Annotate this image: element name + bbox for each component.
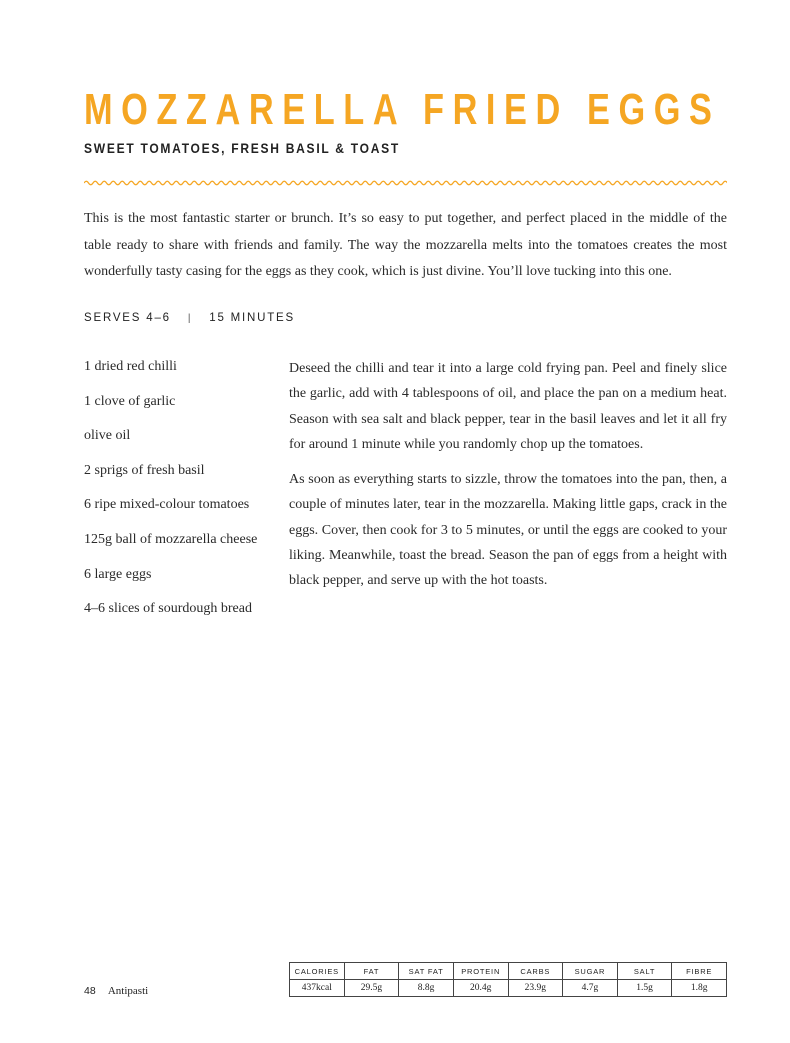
ingredient-item: olive oil: [84, 428, 131, 444]
nutrition-value: 20.4g: [453, 980, 508, 997]
nutrition-header: FAT: [344, 963, 399, 980]
recipe-subtitle: SWEET TOMATOES, FRESH BASIL & TOAST: [84, 140, 400, 156]
nutrition-header: SALT: [617, 963, 672, 980]
nutrition-header: SAT FAT: [399, 963, 454, 980]
nutrition-header: SUGAR: [563, 963, 618, 980]
nutrition-header: PROTEIN: [453, 963, 508, 980]
ingredient-item: 1 dried red chilli: [84, 359, 177, 374]
nutrition-value: 4.7g: [563, 980, 618, 997]
nutrition-value: 1.8g: [672, 980, 727, 997]
nutrition-value: 23.9g: [508, 980, 563, 997]
recipe-intro: This is the most fantastic starter or brunch. It’s so easy to put together, and perfect placed in the middle of the table ready to share with friends and family. The way the mozzarella melts into the tomatoes creates the most wonderfully tasty casing for the eggs as they cook, which is just divine. You’ll love tucking into this one.: [84, 211, 727, 279]
ingredient-item: 6 large eggs: [84, 566, 152, 582]
ingredient-item: 4–6 slices of sourdough bread: [84, 601, 252, 617]
section-name: Antipasti: [107, 985, 149, 997]
nutrition-value: 1.5g: [617, 980, 672, 997]
nutrition-value: 8.8g: [399, 980, 454, 997]
nutrition-value: 29.5g: [344, 980, 399, 997]
recipe-meta: [84, 312, 295, 324]
ingredient-item: 1 clove of garlic: [84, 393, 176, 409]
nutrition-header: CALORIES: [290, 963, 345, 980]
nutrition-value: 437kcal: [290, 980, 345, 997]
ingredient-item: 2 sprigs of fresh basil: [84, 462, 205, 478]
page-footer: [84, 985, 148, 997]
nutrition-header: FIBRE: [672, 963, 727, 980]
nutrition-value-row: [290, 980, 727, 997]
method-steps: [289, 356, 727, 604]
wavy-divider: [84, 178, 727, 188]
time-label: 15 MINUTES: [209, 312, 295, 324]
serves-label: SERVES 4–6: [84, 312, 171, 324]
ingredients-list: [84, 357, 274, 634]
method-paragraph: Deseed the chilli and tear it into a large cold frying pan. Peel and finely slice the garlic, add with 4 tablespoons of oil, and place the pan on a medium heat. Season with sea salt and black pepper, tear in the basil leaves and let it all fry for around 1 minute while you randomly chop up the tomatoes.: [289, 361, 727, 452]
ingredient-item: 6 ripe mixed-colour tomatoes: [84, 497, 250, 513]
nutrition-table: [289, 962, 727, 997]
method-paragraph: As soon as everything starts to sizzle, throw the tomatoes into the pan, then, a couple of minutes later, tear in the mozzarella. Making little gaps, crack in the eggs. Cover, then cook for 3 to 5 minutes, or until the eggs are cooked to your liking. Meanwhile, toast the bread. Season the pan of eggs from a height with black pepper, and serve up with the hot toasts.: [289, 472, 727, 589]
nutrition-header-row: [290, 963, 727, 980]
nutrition-header: CARBS: [508, 963, 563, 980]
meta-separator: |: [187, 313, 193, 324]
page-number: 48: [84, 985, 96, 997]
recipe-title: MOZZARELLA FRIED EGGS: [84, 85, 721, 134]
ingredient-item: 125g ball of mozzarella cheese: [84, 531, 258, 547]
